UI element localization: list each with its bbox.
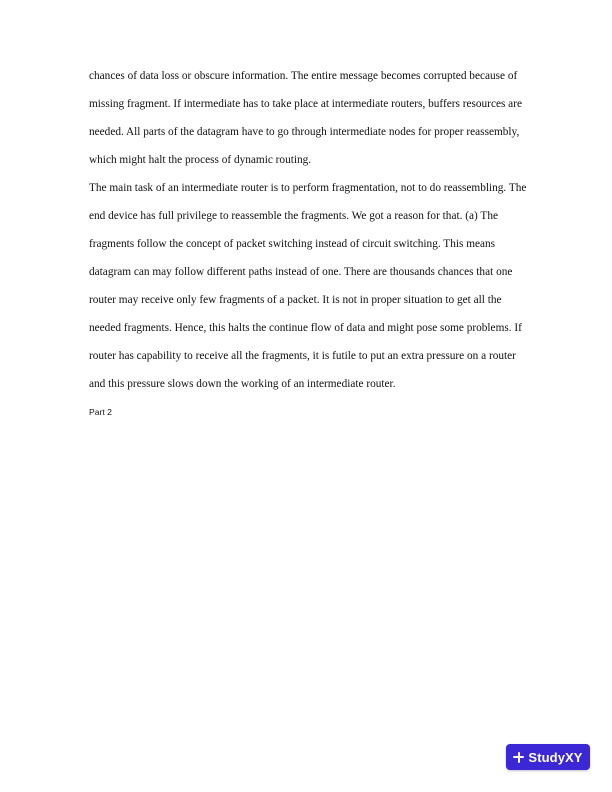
paragraph: The main task of an intermediate router is to perform fragmentation, not to do reassembling. The end device has full privilege to reassemble the fragments. We got a reason for that. (a) The fragments follow the concept of packet switching instead of circuit switching. This means datagram can may follow different paths instead of one. There are thousands chances that one router may receive only few fragments of a packet. It is not in proper situation to get all the needed fragments. Hence, this halts the continue flow of data and might pose some problems. If router has capability to receive all the fragments, it is futile to put an extra pressure on a router and this pressure slows down the working of an intermediate router.: [89, 182, 530, 390]
document-body: [89, 62, 529, 435]
paragraph: chances of data loss or obscure information. The entire message becomes corrupted because of missing fragment. If intermediate has to take place at intermediate routers, buffers resources are needed. All parts of the datagram have to go through intermediate nodes for proper reassembly, which might halt the process of dynamic routing.: [89, 70, 525, 166]
plus-icon: [513, 752, 524, 763]
studyxy-watermark: [506, 744, 590, 770]
part-label: Part 2: [89, 407, 112, 417]
watermark-brand-label: StudyXY: [528, 749, 583, 765]
